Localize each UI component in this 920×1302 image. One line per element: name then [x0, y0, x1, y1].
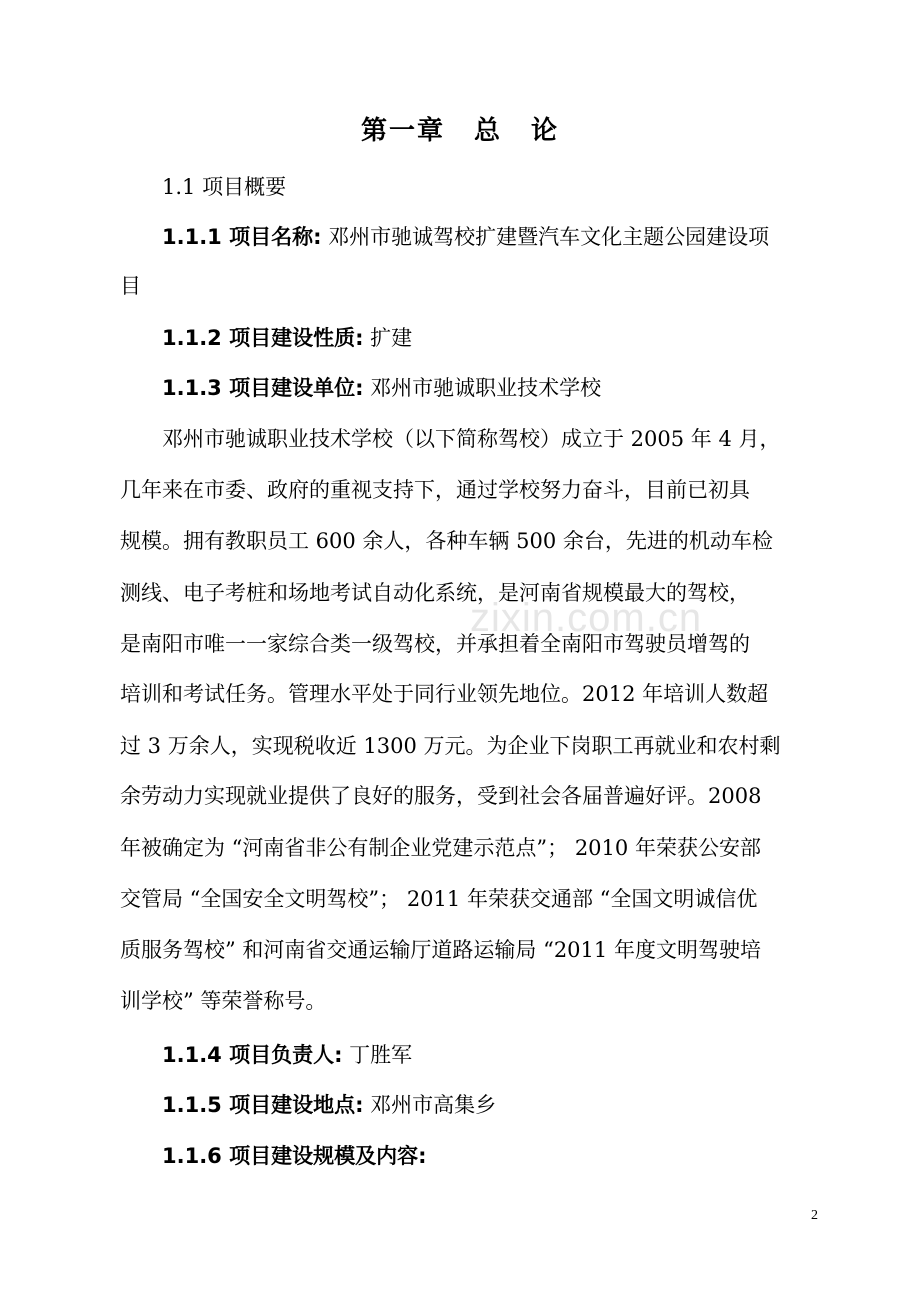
item-1-1-2 — [162, 323, 822, 353]
item-label: 1.1.2 项目建设性质: — [162, 326, 364, 350]
item-1-1-5 — [162, 1090, 822, 1120]
paragraph-line: 几年来在市委、政府的重视支持下，通过学校努力奋斗，目前已初具 — [120, 478, 750, 502]
item-label: 1.1.5 项目建设地点: — [162, 1093, 364, 1117]
item-value: 邓州市驰诚驾校扩建暨汽车文化主题公园建设项 — [321, 225, 770, 249]
page-number: 2 — [811, 1208, 818, 1223]
item-value: 邓州市驰诚职业技术学校 — [363, 376, 602, 400]
watermark: zixin.com.cn — [470, 596, 703, 640]
paragraph-line: 培训和考试任务。管理水平处于同行业领先地位。2012 年培训人数超 — [120, 682, 769, 706]
paragraph-line: 规模。拥有教职员工 600 余人，各种车辆 500 余台，先进的机动车检 — [120, 529, 773, 553]
item-value: 邓州市高集乡 — [363, 1093, 497, 1117]
paragraph-line: 交管局 “全国安全文明驾校”； 2011 年荣获交通部 “全国文明诚信优 — [120, 887, 758, 911]
paragraph-line: 训学校” 等荣誉称号。 — [120, 989, 327, 1013]
item-1-1-1-continuation: 目 — [120, 274, 141, 298]
item-1-1-4 — [162, 1040, 822, 1070]
item-label: 1.1.1 项目名称: — [162, 225, 322, 249]
item-label: 1.1.6 项目建设规模及内容: — [162, 1144, 427, 1168]
item-value: 扩建 — [363, 326, 413, 350]
paragraph-line: 过 3 万余人，实现税收近 1300 万元。为企业下岗职工再就业和农村剩 — [120, 734, 781, 758]
paragraph-line: 是南阳市唯一一家综合类一级驾校，并承担着全南阳市驾驶员增驾的 — [120, 632, 750, 656]
section-heading-1-1: 1.1 项目概要 — [162, 175, 287, 199]
paragraph-line: 测线、电子考桩和场地考试自动化系统，是河南省规模最大的驾校， — [120, 581, 750, 605]
item-label: 1.1.3 项目建设单位: — [162, 376, 364, 400]
paragraph-line: 年被确定为 “河南省非公有制企业党建示范点”； 2010 年荣获公安部 — [120, 836, 761, 860]
item-value: 丁胜军 — [342, 1043, 413, 1067]
item-label: 1.1.4 项目负责人: — [162, 1043, 343, 1067]
paragraph-line: 质服务驾校” 和河南省交通运输厅道路运输局 “2011 年度文明驾驶培 — [120, 938, 761, 962]
paragraph-line: 邓州市驰诚职业技术学校（以下简称驾校）成立于 2005 年 4 月， — [162, 427, 781, 451]
paragraph-line: 余劳动力实现就业提供了良好的服务，受到社会各届普遍好评。2008 — [120, 784, 762, 808]
item-1-1-6 — [162, 1141, 822, 1171]
item-1-1-1 — [162, 222, 822, 252]
item-1-1-3 — [162, 373, 822, 403]
chapter-title: 第一章 总 论 — [360, 116, 560, 146]
